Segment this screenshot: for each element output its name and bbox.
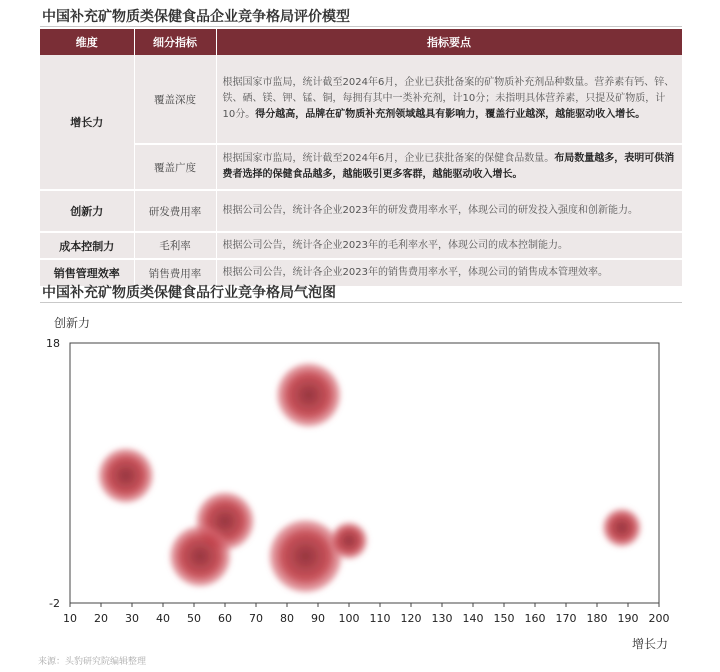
header-sub-indicator: 细分指标	[134, 29, 216, 55]
x-tick-label-15: 160	[524, 612, 546, 625]
y-tick-label-0: 18	[46, 337, 60, 350]
x-tick-label-9: 100	[338, 612, 360, 625]
x-tick-label-0: 10	[63, 612, 77, 625]
x-tick-label-8: 90	[311, 612, 325, 625]
x-tick-label-7: 80	[280, 612, 294, 625]
plot-frame	[70, 343, 659, 603]
bubble-5	[331, 523, 367, 559]
x-axis-label: 增长力	[632, 637, 669, 651]
x-tick-label-1: 20	[94, 612, 108, 625]
x-tick-label-5: 60	[218, 612, 232, 625]
x-tick-label-13: 140	[462, 612, 484, 625]
source-note: 来源：头豹研究院编辑整理	[38, 657, 147, 667]
y-axis-label: 创新力	[54, 316, 91, 330]
x-tick-label-17: 180	[586, 612, 608, 625]
bubble-0	[277, 364, 340, 427]
dimension-cell: 销售管理效率	[40, 259, 134, 287]
sub-indicator-cell: 覆盖深度	[134, 55, 216, 144]
x-tick-label-16: 170	[555, 612, 577, 625]
x-tick-label-18: 190	[617, 612, 639, 625]
key-points-cell: 根据国家市监局，统计截至2024年6月，企业已获批备案的矿物质补充剂品种数量。营养素有钙、锌、铁、硒、镁、钾、锰、铜，每拥有其中一类补充剂，计10分；未指明具体营养素，只提及矿物质，计10分。得分越高，品牌在矿物质补充剂领域越具有影响力，覆盖行业越深，越能驱动收入增长。	[216, 55, 682, 144]
sub-indicator-cell: 毛利率	[134, 232, 216, 259]
chart-title: 中国补充矿物质类保健食品行业竞争格局气泡图	[42, 285, 336, 301]
x-tick-label-6: 70	[249, 612, 263, 625]
key-points-cell: 根据公司公告，统计各企业2023年的销售费用率水平，体现公司的销售成本管理效率。	[216, 259, 682, 287]
x-tick-label-19: 200	[648, 612, 670, 625]
bubble-3	[170, 526, 230, 586]
dimension-cell: 创新力	[40, 190, 134, 232]
key-points-cell: 根据公司公告，统计各企业2023年的研发费用率水平，体现公司的研发投入强度和创新能力。	[216, 190, 682, 232]
sub-indicator-cell: 覆盖广度	[134, 144, 216, 190]
bubble-4	[270, 520, 342, 592]
sub-indicator-cell: 研发费用率	[134, 190, 216, 232]
x-tick-label-11: 120	[400, 612, 422, 625]
key-points-cell: 根据国家市监局，统计截至2024年6月，企业已获批备案的保健食品数量。布局数量越多，表明可供消费者选择的保健食品越多，越能吸引更多客群，越能驱动收入增长。	[216, 144, 682, 190]
dimension-cell: 增长力	[40, 55, 134, 190]
table-title: 中国补充矿物质类保健食品企业竞争格局评价模型	[42, 9, 350, 25]
x-tick-label-14: 150	[493, 612, 515, 625]
y-tick-label-1: -2	[49, 597, 60, 610]
sub-indicator-cell: 销售费用率	[134, 259, 216, 287]
x-tick-label-3: 40	[156, 612, 170, 625]
dimension-cell: 成本控制力	[40, 232, 134, 259]
header-dimension: 维度	[40, 29, 134, 55]
header-key-points: 指标要点	[216, 29, 682, 55]
key-points-cell: 根据公司公告，统计各企业2023年的毛利率水平，体现公司的成本控制能力。	[216, 232, 682, 259]
x-tick-label-10: 110	[369, 612, 391, 625]
bubble-6	[603, 509, 641, 547]
x-tick-label-4: 50	[187, 612, 201, 625]
bubble-1	[99, 449, 153, 503]
x-tick-label-12: 130	[431, 612, 453, 625]
x-tick-label-2: 30	[125, 612, 139, 625]
